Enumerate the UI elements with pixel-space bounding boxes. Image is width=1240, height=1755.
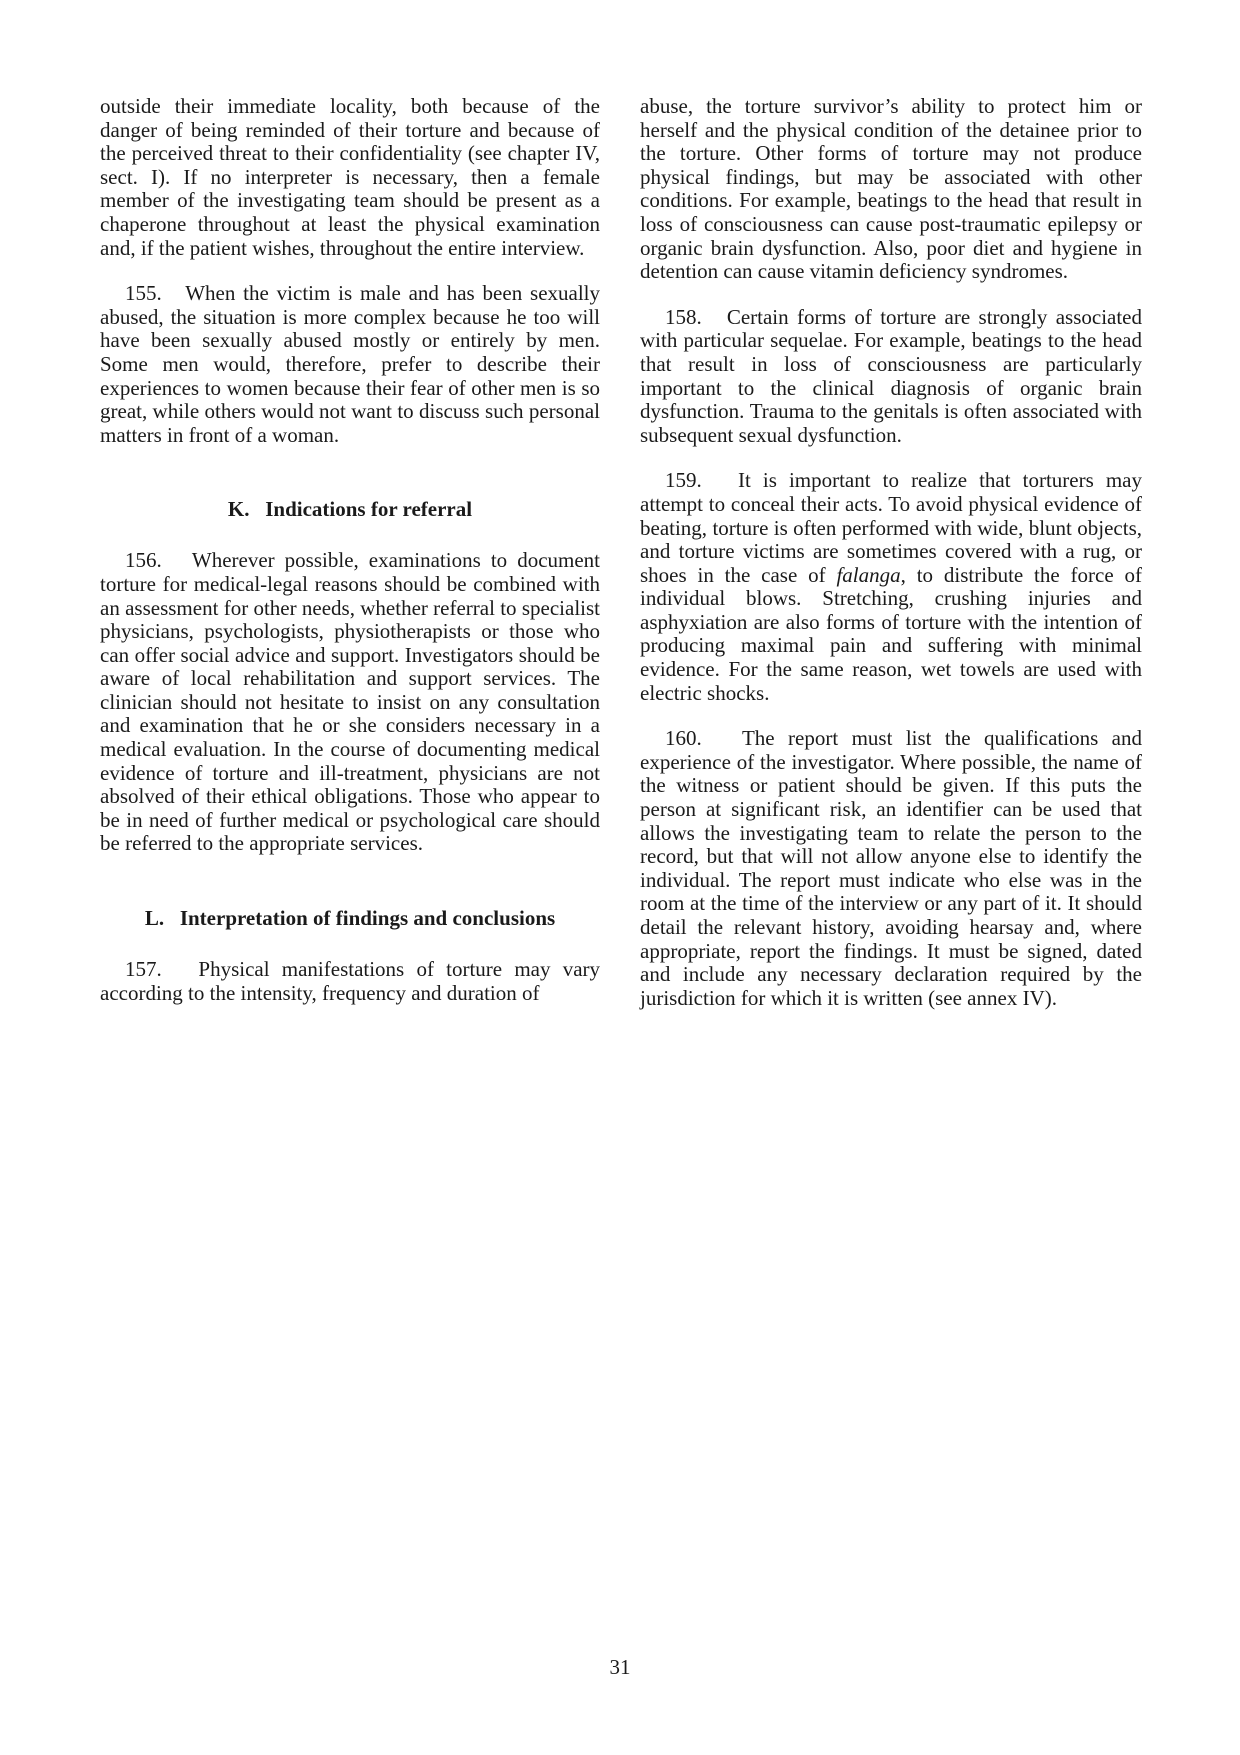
- paragraph-156: [100, 549, 600, 856]
- paragraph-159: [640, 469, 1142, 705]
- paragraph-text-159-part2: , to distribute the force of individual blows. Stretching, crushing injuries and asphyxiation are also forms of torture with the intention of producing maximal pain and suffering with minimal evidence. For the same reason, wet towels are used with electric shocks.: [640, 562, 1142, 705]
- section-title-l: Interpretation of findings and conclusions: [179, 906, 556, 931]
- section-heading-l: [100, 906, 600, 930]
- paragraph-number-160: 160.: [665, 726, 702, 751]
- section-letter-l: L.: [144, 906, 165, 931]
- paragraph-155: [100, 282, 600, 447]
- right-column: [640, 95, 1142, 1032]
- paragraph-text-160: The report must list the qualifications and experience of the investigator. Where possible, the name of the witness or patient should be given. If this puts the person at significant risk, an identifier can be used that allows the investigating team to relate the person to the record, but that will not allow anyone else to identify the individual. The report must indicate who else was in the room at the time of the interview or any part of it. It should detail the relevant history, avoiding hearsay and, where appropriate, report the findings. It must be signed, dated and include any necessary declaration required by the jurisdiction for which it is written (see annex IV).: [640, 726, 1142, 1010]
- page-number: 31: [609, 1655, 631, 1679]
- paragraph-number-155: 155.: [125, 281, 162, 306]
- paragraph-157: [100, 958, 600, 1005]
- section-title-k: Indications for referral: [265, 497, 473, 522]
- paragraph-number-156: 156.: [125, 548, 162, 573]
- paragraph-number-157: 157.: [125, 957, 162, 982]
- paragraph-text-155: When the victim is male and has been sexually abused, the situation is more complex because he too will have been sexually abused mostly or entirely by men. Some men would, therefore, prefer to describe their experiences to women because their fear of other men is so great, while others would not want to discuss such personal matters in front of a woman.: [100, 281, 600, 447]
- paragraph-158: [640, 306, 1142, 448]
- paragraph-text-159-part1: It is important to realize that torturers may attempt to conceal their acts. To avoid physical evidence of beating, torture is often performed with wide, blunt objects, and torture victims are sometimes covered with a rug, or shoes in the case of: [640, 468, 1143, 587]
- italic-term-falanga: falanga: [836, 562, 901, 587]
- paragraph-continuation-right: abuse, the torture survivor’s ability to protect him or herself and the physical condition of the detainee prior to the torture. Other forms of torture may not produce physical findings, but may be associated with other conditions. For example, beatings to the head that result in loss of consciousness can cause post-traumatic epilepsy or organic brain dysfunction. Also, poor diet and hygiene in detention can cause vitamin deficiency syndromes.: [640, 94, 1142, 284]
- paragraph-number-159: 159.: [665, 468, 702, 493]
- paragraph-text-158: Certain forms of torture are strongly associated with particular sequelae. For example, beatings to the head that result in loss of consciousness are particularly important to the clinical diagnosis of organic brain dysfunction. Trauma to the genitals is often associated with subsequent sexual dysfunction.: [640, 304, 1143, 447]
- left-column: [100, 95, 600, 1027]
- section-letter-k: K.: [227, 497, 250, 522]
- section-heading-k: [100, 497, 600, 521]
- paragraph-number-158: 158.: [665, 304, 702, 329]
- paragraph-text-157: Physical manifestations of torture may vary according to the intensity, frequency and duration of: [100, 957, 601, 1005]
- paragraph-continuation-left: outside their immediate locality, both because of the danger of being reminded of their torture and because of the perceived threat to their confidentiality (see chapter IV, sect. I). If no interpreter is necessary, then a female member of the investigating team should be present as a chaperone throughout at least the physical examination and, if the patient wishes, throughout the entire interview.: [100, 94, 600, 260]
- paragraph-160: [640, 727, 1142, 1010]
- paragraph-text-156: Wherever possible, examinations to document torture for medical-legal reasons should be combined with an assessment for other needs, whether referral to specialist physicians, psychologists, physiotherapists or those who can offer social advice and support. Investigators should be aware of local rehabilitation and support services. The clinician should not hesitate to insist on any consultation and examination that he or she considers necessary in a medical evaluation. In the course of documenting medical evidence of torture and ill-treatment, physicians are not absolved of their ethical obligations. Those who appear to be in need of further medical or psychological care should be referred to the appropriate services.: [100, 548, 600, 856]
